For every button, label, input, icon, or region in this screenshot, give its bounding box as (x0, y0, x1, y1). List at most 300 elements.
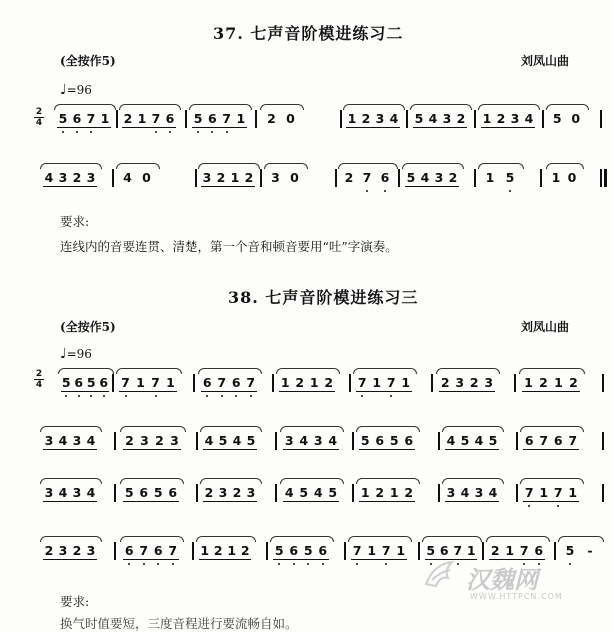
low-octave-dot (211, 131, 213, 133)
note-digit: 4 (123, 170, 132, 185)
low-octave-dot (356, 563, 358, 565)
ex37-requirement-heading: 要求: (60, 214, 90, 229)
beam-line (439, 391, 495, 392)
ex38-subtitle: (全按作5) (60, 320, 116, 334)
slur (280, 478, 344, 484)
beam-line (445, 501, 499, 502)
bar-line (540, 169, 542, 187)
bar-line (406, 110, 408, 128)
note-digit: 7 (86, 111, 96, 126)
note-digit: 6 (208, 111, 217, 126)
note-digit: 3 (434, 170, 444, 185)
low-octave-dot (90, 395, 92, 397)
note-digit: 7 (246, 375, 256, 390)
slur (520, 478, 584, 484)
note-digit: 4 (460, 485, 470, 500)
note-digit: 4 (389, 111, 399, 126)
note-digit: 1 (230, 170, 240, 185)
note-digit: 5 (505, 170, 515, 185)
beam-line (57, 127, 111, 128)
slur (442, 478, 504, 484)
note-digit: 6 (375, 433, 385, 448)
beam-line (123, 559, 179, 560)
note-digit: 3 (44, 433, 54, 448)
ex37-time-sig-bottom: 4 (35, 118, 43, 128)
beam-line (346, 127, 400, 128)
bar-line (602, 374, 604, 392)
ex38-tempo-value: =96 (66, 347, 92, 361)
note-digit: 2 (361, 111, 371, 126)
beam-line (351, 559, 407, 560)
slur (546, 163, 584, 169)
bar-line (116, 110, 118, 128)
note-digit: 2 (324, 375, 334, 390)
beam-line (201, 186, 255, 187)
final-bar-line (604, 169, 607, 187)
slur (348, 536, 412, 542)
slur (402, 163, 464, 169)
bar-line (272, 374, 274, 392)
bar-line (114, 432, 116, 450)
note-digit: 2 (569, 375, 578, 390)
bar-line (112, 374, 114, 392)
note-digit: 6 (231, 375, 241, 390)
note-digit: 1 (136, 375, 145, 390)
slur (270, 536, 334, 542)
note-digit: 3 (72, 433, 82, 448)
note-digit: 2 (469, 375, 479, 390)
low-octave-dot (221, 395, 223, 397)
ex38-tempo (60, 346, 92, 362)
note-digit: 4 (58, 433, 68, 448)
note-digit: 5 (86, 375, 96, 390)
note-digit: 6 (74, 375, 84, 390)
note-digit: 7 (362, 170, 372, 185)
note-digit: 3 (218, 485, 228, 500)
note-digit: 6 (99, 375, 109, 390)
slur (120, 426, 186, 432)
beam-line (123, 449, 181, 450)
note-digit: 1 (372, 375, 382, 390)
bar-line (196, 484, 198, 502)
beam-line (43, 186, 97, 187)
note-digit: 7 (151, 111, 161, 126)
bar-line (352, 484, 354, 502)
note-digit: 2 (295, 375, 305, 390)
note-digit: 1 (227, 543, 237, 558)
note-digit: 5 (460, 433, 470, 448)
beam-line (359, 449, 415, 450)
note-digit: 1 (524, 375, 533, 390)
note-digit: 2 (244, 170, 254, 185)
note-digit: 2 (204, 485, 214, 500)
note-digit: 3 (72, 485, 82, 500)
note-digit: 4 (524, 111, 534, 126)
beam-line (481, 127, 535, 128)
beam-line (201, 391, 257, 392)
note-digit: 4 (420, 170, 430, 185)
ex37-composer: 刘凤山曲 (521, 54, 570, 68)
note-digit: 1 (367, 543, 377, 558)
ex37-time-sig-top: 2 (35, 107, 43, 117)
note-digit: 0 (142, 170, 151, 185)
note-digit: 3 (202, 170, 212, 185)
beam-line (523, 449, 579, 450)
note-digit: 4 (474, 433, 484, 448)
note-digit: 6 (202, 375, 212, 390)
note-digit: 5 (218, 433, 228, 448)
beam-line (522, 391, 580, 392)
low-octave-dot (557, 505, 559, 507)
beam-line (119, 391, 177, 392)
note-digit: 3 (442, 111, 452, 126)
note-digit: 2 (72, 543, 82, 558)
ex37-tempo (60, 82, 92, 98)
bar-line (474, 169, 476, 187)
note-digit: 5 (303, 543, 313, 558)
bar-line (196, 432, 198, 450)
beam-line (359, 501, 415, 502)
note-digit: 7 (121, 375, 130, 390)
slur (338, 163, 398, 169)
ex37-title: 37. 七声音阶模进练习二 (213, 24, 404, 43)
low-octave-dot (155, 395, 157, 397)
note-digit: 3 (86, 543, 96, 558)
slur (198, 368, 262, 374)
beam-line (43, 559, 97, 560)
note-digit: 7 (568, 433, 578, 448)
note-digit: 6 (139, 485, 149, 500)
note-digit: 1 (554, 375, 563, 390)
note-digit: 3 (375, 111, 385, 126)
note-digit: 1 (482, 111, 492, 126)
note-digit: 6 (553, 433, 563, 448)
note-digit: 5 (552, 111, 562, 126)
bar-line (275, 432, 277, 450)
note-digit: 7 (151, 375, 160, 390)
bar-line (514, 374, 516, 392)
note-digit: 4 (44, 170, 54, 185)
note-digit: 2 (240, 543, 250, 558)
beam-line (43, 501, 97, 502)
ex38-composer: 刘凤山曲 (521, 320, 570, 334)
note-digit: 1 (505, 543, 515, 558)
note-digit: 5 (124, 485, 134, 500)
low-octave-dot (250, 395, 252, 397)
note-digit: 1 (485, 170, 495, 185)
ex37-time-signature (34, 108, 44, 127)
note-digit: 0 (286, 111, 295, 126)
slur (40, 426, 102, 432)
low-octave-dot (390, 395, 392, 397)
low-octave-dot (322, 563, 324, 565)
note-digit: 4 (204, 433, 214, 448)
low-octave-dot (384, 190, 386, 192)
note-digit: 3 (58, 170, 68, 185)
beam-line (283, 449, 339, 450)
note-digit: 2 (375, 485, 385, 500)
note-digit: 7 (139, 543, 149, 558)
bar-line (600, 110, 602, 128)
bar-line (193, 374, 195, 392)
low-octave-dot (293, 563, 295, 565)
note-digit: 2 (123, 111, 133, 126)
note-digit: 5 (414, 111, 424, 126)
note-digit: 7 (453, 543, 463, 558)
bar-line (554, 542, 556, 560)
bar-line (516, 484, 518, 502)
low-octave-dot (235, 395, 237, 397)
note-digit: 1 (396, 543, 406, 558)
watermark-brand: 汉魏网 (466, 566, 538, 594)
note-digit: 5 (299, 485, 309, 500)
low-octave-dot (125, 395, 127, 397)
note-digit: 1 (200, 543, 210, 558)
bar-line (438, 432, 440, 450)
slur (116, 163, 160, 169)
slur (40, 536, 102, 542)
note-digit: 7 (519, 543, 529, 558)
note-digit: 2 (216, 170, 226, 185)
low-octave-dot (307, 563, 309, 565)
note-digit: 3 (246, 485, 256, 500)
note-digit: 2 (155, 433, 164, 448)
slur (264, 163, 308, 169)
ex38-requirement-heading: 要求: (60, 594, 90, 609)
bar-line (352, 432, 354, 450)
note-digit: 5 (274, 543, 284, 558)
note-digit: 1 (347, 111, 357, 126)
note-digit: 1 (539, 485, 549, 500)
slur (520, 426, 584, 432)
ex38-requirement-text: 换气时值要短，三度音程进行要流畅自如。 (60, 616, 298, 631)
note-digit: 3 (484, 375, 494, 390)
bar-line (418, 542, 420, 560)
note-digit: 1 (100, 111, 110, 126)
slur (546, 104, 589, 110)
beam-line (273, 559, 329, 560)
beam-line (122, 127, 176, 128)
bar-line (192, 542, 194, 560)
low-octave-dot (528, 505, 530, 507)
note-digit: 7 (381, 543, 391, 558)
low-octave-dot (509, 190, 511, 192)
slur (478, 163, 524, 169)
note-digit: 3 (170, 433, 179, 448)
note-digit: 1 (166, 375, 175, 390)
note-digit: 2 (456, 111, 466, 126)
note-digit: 2 (213, 543, 223, 558)
slur (422, 536, 482, 542)
note-digit: 5 (565, 543, 575, 558)
bar-line (349, 374, 351, 392)
note-digit: 6 (404, 433, 414, 448)
note-digit: 1 (551, 170, 561, 185)
note-digit: 3 (284, 433, 294, 448)
note-digit: 4 (86, 433, 96, 448)
note-digit: 4 (86, 485, 96, 500)
slur (119, 104, 181, 110)
beam-line (61, 391, 109, 392)
low-octave-dot (78, 395, 80, 397)
bar-line (266, 542, 268, 560)
slur (356, 426, 420, 432)
low-octave-dot (62, 131, 64, 133)
note-digit: 7 (539, 433, 549, 448)
low-octave-dot (65, 395, 67, 397)
note-digit: 1 (309, 375, 319, 390)
note-digit: 6 (168, 485, 178, 500)
note-digit: 3 (86, 170, 96, 185)
note-digit: 7 (386, 375, 396, 390)
watermark-logo-icon (422, 558, 462, 590)
note-digit: 3 (510, 111, 520, 126)
slur (276, 368, 340, 374)
low-octave-dot (143, 563, 145, 565)
note-digit: 6 (318, 543, 328, 558)
low-octave-dot (538, 563, 540, 565)
quarter-note-icon: ♩ (60, 346, 67, 362)
note-digit: 6 (124, 543, 134, 558)
ex37-tempo-value: =96 (66, 83, 92, 97)
note-digit: 6 (439, 543, 449, 558)
note-digit: 6 (380, 170, 390, 185)
note-digit: 2 (267, 111, 276, 126)
slur (200, 478, 262, 484)
note-digit: 6 (524, 433, 534, 448)
note-digit: 5 (360, 433, 370, 448)
bar-line (260, 169, 262, 187)
slur (120, 536, 184, 542)
note-digit: 5 (426, 543, 436, 558)
beam-line (283, 501, 339, 502)
ex37-subtitle: (全按作5) (60, 54, 116, 68)
beam-line (203, 501, 257, 502)
note-digit: 2 (448, 170, 458, 185)
slur (410, 104, 472, 110)
low-octave-dot (569, 563, 571, 565)
beam-line (523, 501, 579, 502)
bar-line (542, 110, 544, 128)
note-digit: 3 (455, 375, 465, 390)
low-octave-dot (366, 190, 368, 192)
slur (280, 426, 344, 432)
note-digit: 4 (446, 433, 456, 448)
low-octave-dot (197, 131, 199, 133)
note-digit: 2 (344, 170, 354, 185)
bar-line (431, 374, 433, 392)
slur (478, 104, 540, 110)
ex38-time-signature (34, 370, 44, 389)
bar-line (600, 169, 602, 187)
note-digit: 6 (153, 543, 163, 558)
slur (196, 536, 256, 542)
slur (486, 536, 550, 542)
slur (54, 104, 116, 110)
slur (40, 163, 102, 169)
note-digit: 5 (153, 485, 163, 500)
bar-line (482, 542, 484, 560)
low-octave-dot (90, 131, 92, 133)
note-digit: 5 (406, 170, 416, 185)
low-octave-dot (76, 131, 78, 133)
beam-line (279, 391, 335, 392)
note-digit: 5 (61, 375, 71, 390)
note-digit: 6 (534, 543, 544, 558)
note-digit: 6 (72, 111, 82, 126)
note-digit: 2 (440, 375, 450, 390)
slur (120, 478, 184, 484)
note-digit: 4 (428, 111, 438, 126)
note-digit: 4 (299, 433, 309, 448)
note-digit: 2 (125, 433, 134, 448)
note-digit: 0 (290, 170, 299, 185)
note-digit: 1 (401, 375, 411, 390)
note-digit: 3 (58, 543, 68, 558)
bar-line (474, 110, 476, 128)
beam-line (199, 559, 251, 560)
note-digit: 0 (567, 170, 577, 185)
bar-line (398, 169, 400, 187)
bar-line (255, 110, 257, 128)
note-digit: 5 (389, 433, 399, 448)
low-octave-dot (361, 395, 363, 397)
note-digit: 1 (137, 111, 147, 126)
beam-line (192, 127, 247, 128)
note-digit: 5 (58, 111, 68, 126)
note-digit: 5 (246, 433, 256, 448)
bar-line (602, 484, 604, 502)
note-digit: 7 (553, 485, 563, 500)
note-digit: 1 (568, 485, 578, 500)
note-digit: 6 (165, 111, 175, 126)
note-digit: 7 (352, 543, 362, 558)
note-digit: 4 (328, 433, 338, 448)
bar-line (195, 169, 197, 187)
low-octave-dot (172, 563, 174, 565)
note-digit: 5 (488, 433, 498, 448)
slur (58, 368, 114, 374)
slur (189, 104, 252, 110)
bar-line (335, 169, 337, 187)
note-digit: 2 (44, 543, 54, 558)
note-digit: 3 (446, 485, 456, 500)
low-octave-dot (385, 563, 387, 565)
low-octave-dot (278, 563, 280, 565)
note-digit: 2 (490, 543, 500, 558)
note-digit: 5 (328, 485, 338, 500)
note-digit: 7 (168, 543, 178, 558)
bar-line (275, 484, 277, 502)
slur (436, 368, 500, 374)
slur (200, 426, 262, 432)
note-digit: 1 (360, 485, 370, 500)
note-digit: - (587, 543, 593, 558)
low-octave-dot (206, 395, 208, 397)
note-digit: 2 (539, 375, 548, 390)
slur (343, 104, 405, 110)
bar-line (344, 542, 346, 560)
note-digit: 1 (280, 375, 290, 390)
slur (116, 368, 182, 374)
note-digit: 2 (496, 111, 506, 126)
note-digit: 5 (193, 111, 203, 126)
note-digit: 7 (222, 111, 231, 126)
note-digit: 2 (72, 170, 82, 185)
bar-line (516, 432, 518, 450)
note-digit: 3 (474, 485, 484, 500)
low-octave-dot (155, 131, 157, 133)
